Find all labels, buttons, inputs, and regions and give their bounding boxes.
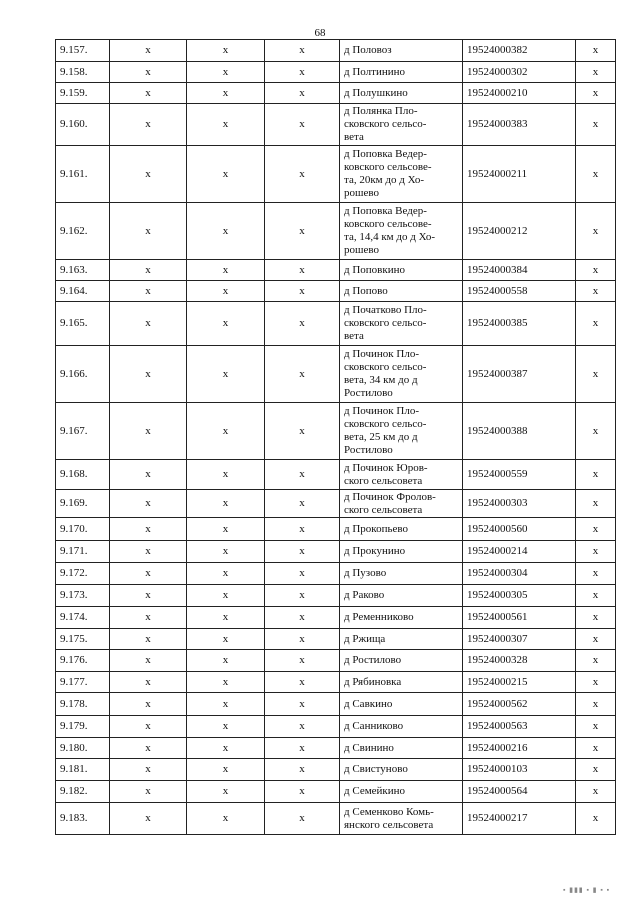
row-number: 9.178. xyxy=(56,693,110,716)
cell-x: x xyxy=(265,759,340,781)
cell-x: x xyxy=(576,716,616,738)
table-row xyxy=(56,585,616,607)
cell-x: x xyxy=(110,693,187,716)
cell-x: x xyxy=(576,672,616,693)
cell-x: x xyxy=(110,518,187,541)
row-number: 9.170. xyxy=(56,518,110,541)
cell-x: x xyxy=(265,518,340,541)
cell-x: x xyxy=(110,541,187,563)
cell-x: x xyxy=(576,781,616,803)
table-row xyxy=(56,716,616,738)
oktmo-code: 19524000383 xyxy=(463,104,576,146)
row-number: 9.163. xyxy=(56,260,110,281)
cell-x: x xyxy=(187,104,265,146)
cell-x: x xyxy=(576,650,616,672)
cell-x: x xyxy=(187,460,265,490)
cell-x: x xyxy=(576,563,616,585)
oktmo-code: 19524000385 xyxy=(463,302,576,346)
cell-x: x xyxy=(187,716,265,738)
settlement-name: д Савкино xyxy=(340,693,463,716)
oktmo-code: 19524000211 xyxy=(463,146,576,203)
oktmo-code: 19524000210 xyxy=(463,83,576,104)
cell-x: x xyxy=(187,490,265,518)
settlement-name: д Попово xyxy=(340,281,463,302)
settlement-name: д Починок Пло- сковского сельсо- вета, 25 км до д Ростилово xyxy=(340,403,463,460)
table-row xyxy=(56,759,616,781)
cell-x: x xyxy=(110,781,187,803)
cell-x: x xyxy=(110,403,187,460)
settlement-name: д Свинино xyxy=(340,738,463,759)
oktmo-code: 19524000303 xyxy=(463,490,576,518)
table-row xyxy=(56,281,616,302)
row-number: 9.177. xyxy=(56,672,110,693)
oktmo-code: 19524000387 xyxy=(463,346,576,403)
cell-x: x xyxy=(187,260,265,281)
cell-x: x xyxy=(265,629,340,650)
row-number: 9.157. xyxy=(56,40,110,62)
cell-x: x xyxy=(576,693,616,716)
cell-x: x xyxy=(265,781,340,803)
oktmo-code: 19524000559 xyxy=(463,460,576,490)
table-row xyxy=(56,460,616,490)
cell-x: x xyxy=(265,490,340,518)
cell-x: x xyxy=(265,302,340,346)
table-row xyxy=(56,62,616,83)
table-row xyxy=(56,518,616,541)
oktmo-code: 19524000561 xyxy=(463,607,576,629)
cell-x: x xyxy=(110,716,187,738)
cell-x: x xyxy=(187,62,265,83)
cell-x: x xyxy=(576,759,616,781)
cell-x: x xyxy=(576,146,616,203)
table-row xyxy=(56,346,616,403)
cell-x: x xyxy=(576,585,616,607)
cell-x: x xyxy=(576,40,616,62)
cell-x: x xyxy=(187,518,265,541)
cell-x: x xyxy=(265,585,340,607)
cell-x: x xyxy=(265,403,340,460)
row-number: 9.165. xyxy=(56,302,110,346)
table-row xyxy=(56,490,616,518)
row-number: 9.171. xyxy=(56,541,110,563)
cell-x: x xyxy=(576,738,616,759)
oktmo-code: 19524000388 xyxy=(463,403,576,460)
table-body xyxy=(56,40,616,835)
oktmo-code: 19524000304 xyxy=(463,563,576,585)
oktmo-code: 19524000217 xyxy=(463,803,576,835)
table-row xyxy=(56,203,616,260)
table-row xyxy=(56,629,616,650)
oktmo-code: 19524000560 xyxy=(463,518,576,541)
cell-x: x xyxy=(187,781,265,803)
row-number: 9.181. xyxy=(56,759,110,781)
cell-x: x xyxy=(187,302,265,346)
cell-x: x xyxy=(265,260,340,281)
cell-x: x xyxy=(265,146,340,203)
cell-x: x xyxy=(576,83,616,104)
cell-x: x xyxy=(576,346,616,403)
row-number: 9.173. xyxy=(56,585,110,607)
row-number: 9.164. xyxy=(56,281,110,302)
cell-x: x xyxy=(110,629,187,650)
cell-x: x xyxy=(187,672,265,693)
scan-artifact: ▪ ▮▮▮ ▪ ▮ ▪ ▪ xyxy=(563,886,611,894)
cell-x: x xyxy=(576,460,616,490)
settlement-name: д Полянка Пло- сковского сельсо- вета xyxy=(340,104,463,146)
settlement-name: д Прокопьево xyxy=(340,518,463,541)
cell-x: x xyxy=(187,281,265,302)
cell-x: x xyxy=(110,203,187,260)
cell-x: x xyxy=(110,62,187,83)
settlement-name: д Санниково xyxy=(340,716,463,738)
settlement-name: д Починок Юров- ского сельсовета xyxy=(340,460,463,490)
row-number: 9.174. xyxy=(56,607,110,629)
cell-x: x xyxy=(576,803,616,835)
settlement-name: д Семейкино xyxy=(340,781,463,803)
cell-x: x xyxy=(187,759,265,781)
cell-x: x xyxy=(576,281,616,302)
settlement-name: д Полтинино xyxy=(340,62,463,83)
cell-x: x xyxy=(187,346,265,403)
settlement-name: д Початково Пло- сковского сельсо- вета xyxy=(340,302,463,346)
cell-x: x xyxy=(187,403,265,460)
table-row xyxy=(56,563,616,585)
row-number: 9.169. xyxy=(56,490,110,518)
cell-x: x xyxy=(110,738,187,759)
row-number: 9.182. xyxy=(56,781,110,803)
table-row xyxy=(56,607,616,629)
cell-x: x xyxy=(110,83,187,104)
row-number: 9.162. xyxy=(56,203,110,260)
cell-x: x xyxy=(576,260,616,281)
cell-x: x xyxy=(187,607,265,629)
settlement-name: д Починок Фролов- ского сельсовета xyxy=(340,490,463,518)
oktmo-code: 19524000382 xyxy=(463,40,576,62)
settlement-name: д Свистуново xyxy=(340,759,463,781)
cell-x: x xyxy=(187,738,265,759)
cell-x: x xyxy=(265,672,340,693)
cell-x: x xyxy=(187,803,265,835)
cell-x: x xyxy=(265,203,340,260)
table-row xyxy=(56,650,616,672)
settlement-name: д Полушкино xyxy=(340,83,463,104)
cell-x: x xyxy=(265,281,340,302)
row-number: 9.161. xyxy=(56,146,110,203)
cell-x: x xyxy=(265,541,340,563)
cell-x: x xyxy=(576,541,616,563)
table-row xyxy=(56,146,616,203)
cell-x: x xyxy=(265,40,340,62)
row-number: 9.167. xyxy=(56,403,110,460)
cell-x: x xyxy=(265,607,340,629)
cell-x: x xyxy=(265,62,340,83)
settlement-name: д Семенково Комь- янского сельсовета xyxy=(340,803,463,835)
oktmo-code: 19524000564 xyxy=(463,781,576,803)
cell-x: x xyxy=(265,83,340,104)
oktmo-code: 19524000215 xyxy=(463,672,576,693)
settlement-name: д Раково xyxy=(340,585,463,607)
cell-x: x xyxy=(187,563,265,585)
oktmo-code: 19524000305 xyxy=(463,585,576,607)
row-number: 9.179. xyxy=(56,716,110,738)
cell-x: x xyxy=(110,281,187,302)
cell-x: x xyxy=(187,146,265,203)
cell-x: x xyxy=(576,607,616,629)
table-row xyxy=(56,302,616,346)
row-number: 9.172. xyxy=(56,563,110,585)
settlement-name: д Рябиновка xyxy=(340,672,463,693)
cell-x: x xyxy=(187,40,265,62)
cell-x: x xyxy=(576,302,616,346)
cell-x: x xyxy=(110,672,187,693)
table-row xyxy=(56,403,616,460)
cell-x: x xyxy=(576,629,616,650)
table-row xyxy=(56,803,616,835)
cell-x: x xyxy=(265,693,340,716)
cell-x: x xyxy=(110,346,187,403)
row-number: 9.158. xyxy=(56,62,110,83)
cell-x: x xyxy=(265,346,340,403)
table-row xyxy=(56,738,616,759)
settlement-name: д Ростилово xyxy=(340,650,463,672)
cell-x: x xyxy=(265,803,340,835)
cell-x: x xyxy=(187,83,265,104)
cell-x: x xyxy=(110,460,187,490)
settlement-name: д Поповкино xyxy=(340,260,463,281)
cell-x: x xyxy=(265,650,340,672)
cell-x: x xyxy=(110,585,187,607)
cell-x: x xyxy=(187,541,265,563)
oktmo-code: 19524000328 xyxy=(463,650,576,672)
cell-x: x xyxy=(265,716,340,738)
row-number: 9.166. xyxy=(56,346,110,403)
cell-x: x xyxy=(110,40,187,62)
settlement-name: д Поповка Ведер- ковского сельсове- та, 14,4 км до д Хо- рошево xyxy=(340,203,463,260)
table-row xyxy=(56,672,616,693)
page-number: 68 xyxy=(314,27,326,39)
settlement-name: д Прокунино xyxy=(340,541,463,563)
table-row xyxy=(56,781,616,803)
cell-x: x xyxy=(110,146,187,203)
settlement-name: д Ременниково xyxy=(340,607,463,629)
settlement-name: д Пузово xyxy=(340,563,463,585)
row-number: 9.176. xyxy=(56,650,110,672)
cell-x: x xyxy=(110,803,187,835)
settlement-name: д Поповка Ведер- ковского сельсове- та, 20км до д Хо- рошево xyxy=(340,146,463,203)
cell-x: x xyxy=(576,403,616,460)
table-row xyxy=(56,693,616,716)
oktmo-code: 19524000216 xyxy=(463,738,576,759)
cell-x: x xyxy=(576,104,616,146)
cell-x: x xyxy=(110,302,187,346)
cell-x: x xyxy=(110,650,187,672)
settlements-table xyxy=(55,39,616,835)
row-number: 9.183. xyxy=(56,803,110,835)
oktmo-code: 19524000103 xyxy=(463,759,576,781)
cell-x: x xyxy=(265,738,340,759)
cell-x: x xyxy=(110,563,187,585)
cell-x: x xyxy=(187,629,265,650)
cell-x: x xyxy=(265,104,340,146)
settlement-name: д Ржища xyxy=(340,629,463,650)
cell-x: x xyxy=(576,62,616,83)
cell-x: x xyxy=(110,260,187,281)
oktmo-code: 19524000212 xyxy=(463,203,576,260)
row-number: 9.168. xyxy=(56,460,110,490)
oktmo-code: 19524000563 xyxy=(463,716,576,738)
cell-x: x xyxy=(110,607,187,629)
cell-x: x xyxy=(576,490,616,518)
cell-x: x xyxy=(187,650,265,672)
row-number: 9.159. xyxy=(56,83,110,104)
cell-x: x xyxy=(576,518,616,541)
cell-x: x xyxy=(187,585,265,607)
table-row xyxy=(56,541,616,563)
table-row xyxy=(56,40,616,62)
oktmo-code: 19524000302 xyxy=(463,62,576,83)
oktmo-code: 19524000384 xyxy=(463,260,576,281)
table-row xyxy=(56,260,616,281)
row-number: 9.160. xyxy=(56,104,110,146)
table-row xyxy=(56,83,616,104)
oktmo-code: 19524000214 xyxy=(463,541,576,563)
settlement-name: д Починок Пло- сковского сельсо- вета, 34 км до д Ростилово xyxy=(340,346,463,403)
oktmo-code: 19524000562 xyxy=(463,693,576,716)
cell-x: x xyxy=(110,490,187,518)
oktmo-code: 19524000307 xyxy=(463,629,576,650)
settlement-name: д Половоз xyxy=(340,40,463,62)
cell-x: x xyxy=(265,563,340,585)
table-row xyxy=(56,104,616,146)
cell-x: x xyxy=(110,759,187,781)
cell-x: x xyxy=(187,693,265,716)
cell-x: x xyxy=(265,460,340,490)
oktmo-code: 19524000558 xyxy=(463,281,576,302)
cell-x: x xyxy=(110,104,187,146)
cell-x: x xyxy=(576,203,616,260)
cell-x: x xyxy=(187,203,265,260)
row-number: 9.175. xyxy=(56,629,110,650)
row-number: 9.180. xyxy=(56,738,110,759)
